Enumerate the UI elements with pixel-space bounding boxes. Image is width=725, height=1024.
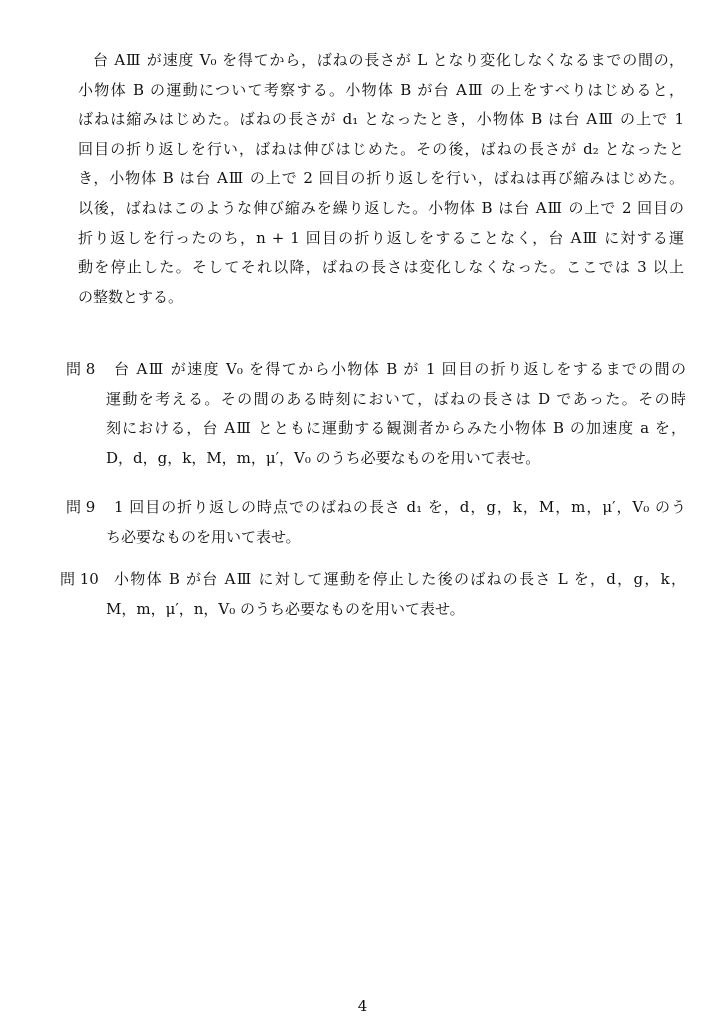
question-label: 問 9 <box>66 498 96 516</box>
question-body <box>114 493 686 523</box>
question-body <box>114 565 686 595</box>
question-label: 問 8 <box>66 360 96 378</box>
question-body-continued <box>106 523 686 553</box>
question-10 <box>60 565 686 625</box>
intro-line: 台 AⅢ が速度 V₀ を得てから，ばねの長さが L となり変化しなくなるまでの間の， <box>93 51 684 69</box>
intro-line: 動を停止した。そしてそれ以降，ばねの長さは変化しなくなった。ここでは 3 以上 <box>78 258 684 277</box>
intro-line: 折り返しを行ったのち，n + 1 回目の折り返しをすることなく，台 AⅢ に対する運 <box>78 228 684 247</box>
question-line: M，m，μ′，n，V₀ のうち必要なものを用いて表せ。 <box>106 599 465 618</box>
question-line: D，d，g，k，M，m，μ′，V₀ のうち必要なものを用いて表せ。 <box>106 448 541 467</box>
question-9 <box>66 493 686 553</box>
question-line: ち必要なものを用いて表せ。 <box>106 527 301 546</box>
question-line: 運動を考える。その間のある時刻において，ばねの長さは D であった。その時 <box>106 389 686 408</box>
page-number: 4 <box>357 997 368 1015</box>
question-body-continued <box>106 385 686 474</box>
question-line: 刻における，台 AⅢ とともに運動する観測者からみた小物体 B の加速度 a を， <box>106 419 686 438</box>
question-line: 小物体 B が台 AⅢ に対して運動を停止した後のばねの長さ L を，d，g，k， <box>114 570 686 588</box>
intro-paragraph <box>78 46 684 312</box>
question-body-continued <box>106 595 686 625</box>
question-line: 1 回目の折り返しの時点でのばねの長さ d₁ を，d，g，k，M，m，μ′，V₀ のう <box>114 498 686 516</box>
intro-line: 小物体 B の運動について考察する。小物体 B が台 AⅢ の上をすべりはじめると， <box>78 80 684 99</box>
question-body <box>114 355 686 385</box>
intro-line: ばねは縮みはじめた。ばねの長さが d₁ となったとき，小物体 B は台 AⅢ の上で 1 <box>78 110 684 129</box>
intro-line: の整数とする。 <box>78 287 184 306</box>
intro-line: き，小物体 B は台 AⅢ の上で 2 回目の折り返しを行い，ばねは再び縮みはじめた。 <box>78 169 684 188</box>
question-label: 問 10 <box>60 570 99 588</box>
intro-line: 回目の折り返しを行い，ばねは伸びはじめた。その後，ばねの長さが d₂ となったと <box>78 139 684 158</box>
question-8 <box>66 355 686 475</box>
intro-line: 以後，ばねはこのような伸び縮みを繰り返した。小物体 B は台 AⅢ の上で 2 回目の <box>78 198 684 217</box>
question-line: 台 AⅢ が速度 V₀ を得てから小物体 B が 1 回目の折り返しをするまでの間の <box>114 360 686 378</box>
